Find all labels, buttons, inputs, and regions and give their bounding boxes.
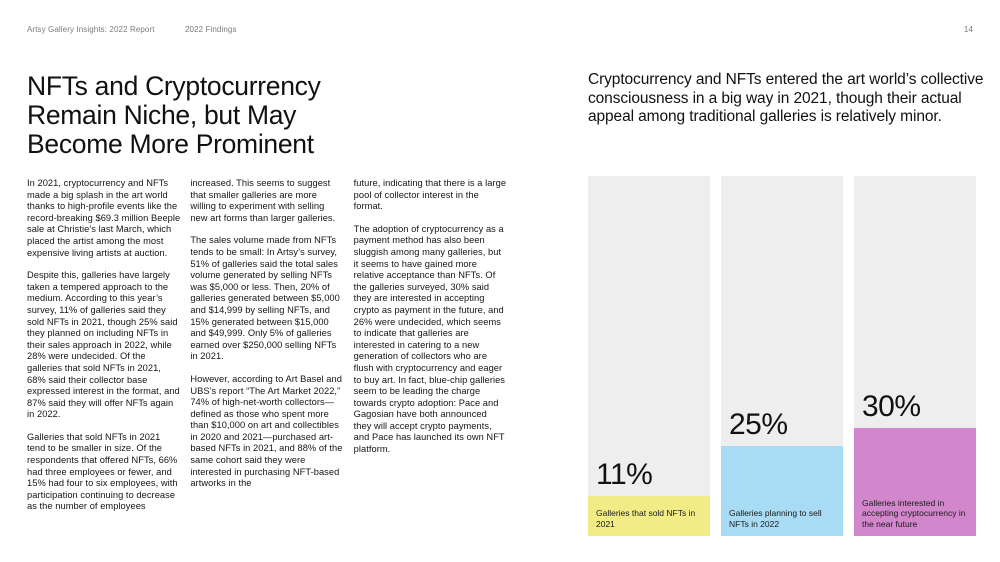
report-title: Artsy Gallery Insights: 2022 Report [27, 25, 155, 34]
chart-bar-track [854, 176, 976, 536]
chart-bar [721, 446, 843, 536]
chart-bar [854, 428, 976, 536]
article-title: NFTs and Cryptocurrency Remain Niche, but May Become More Prominent [27, 71, 321, 159]
bar-chart [588, 176, 976, 536]
paragraph: Despite this, galleries have largely taken a tempered approach to the medium. According to this year’s survey, 11% of galleries said they sold NFTs in 2021, though 25% said they planned on including NFTs in their sales approach in 2022, while 28% were undecided. Of the galleries that sold NFTs in 2021, 68% said their collector base expressed interest in the format, and 87% said they will offer NFTs again in 2022. [27, 270, 180, 420]
paragraph: Galleries that sold NFTs in 2021 tend to be smaller in size. Of the respondents that offered NFTs, 66% had three employees or fewer, and 15% had four to six employees, with participation continuing to decrease as the number of employees [27, 431, 178, 512]
paragraph: future, indicating that there is a large pool of collector interest in the format. [353, 178, 507, 212]
text-column-2 [190, 178, 343, 524]
chart-bar [588, 496, 710, 536]
bar-value-label: 11% [596, 458, 653, 492]
page-number: 14 [963, 25, 973, 34]
bar-caption: Galleries interested in accepting cryptocurrency in the near future [862, 497, 966, 529]
bar-caption: Galleries planning to sell NFTs in 2022 [729, 508, 822, 529]
text-column-3 [354, 178, 507, 524]
paragraph: In 2021, cryptocurrency and NFTs made a big splash in the art world thanks to high-profile events like the record-breaking $69.3 million Beeple sale at Christie’s last March, which placed the artist among the most expensive living artists at auction. [27, 178, 181, 258]
chart-bar-track [721, 176, 843, 536]
paragraph: However, according to Art Basel and UBS’s report “The Art Market 2022,” 74% of high-net-worth collectors—defined as those who spent more than $10,000 on art and collectibles in 2020 and 2021—purchased art-based NFTs in 2021, and 88% of the same cohort said they were interested in purchasing NFT-based artworks in the [190, 373, 343, 489]
chart-bar-track [588, 176, 710, 536]
paragraph: increased. This seems to suggest that smaller galleries are more willing to experiment with selling new art forms than larger galleries. [190, 178, 336, 223]
paragraph: The adoption of cryptocurrency as a payment method has also been sluggish among many galleries, but it seems to have gained more relative acceptance than NFTs. Of the galleries surveyed, 30% said they are interested in accepting crypto as payment in the future, and 26% were undecided, which seems to indicate that galleries are interested in catering to a new generation of collectors who are flush with cryptocurrency and eager to buy art. In fact, blue-chip galleries seem to be leading the charge towards crypto adoption: Pace and Gagosian have both announced they will accept crypto payments, and Pace has launched its own NFT platform. [353, 223, 506, 455]
paragraph: The sales volume made from NFTs tends to be small: In Artsy’s survey, 51% of galleries said the total sales volume generated by selling NFTs was $5,000 or less. Then, 20% of galleries generated between $5,000 and $14,999 by selling NFTs, and 15% generated between $15,000 and $49,999. Only 5% of galleries earned over $250,000 selling NFTs in 2021. [190, 235, 340, 362]
bar-value-label: 25% [729, 408, 788, 441]
bar-caption: Galleries that sold NFTs in 2021 [596, 508, 696, 529]
body-columns [27, 178, 507, 524]
chart-intro-text: Cryptocurrency and NFTs entered the art world’s collective consciousness in a big way in 2021, though their actual appeal among traditional galleries is relatively minor. [588, 71, 984, 126]
bar-value-label: 30% [862, 390, 921, 423]
section-label: 2022 Findings [185, 25, 237, 34]
text-column-1 [27, 178, 180, 524]
